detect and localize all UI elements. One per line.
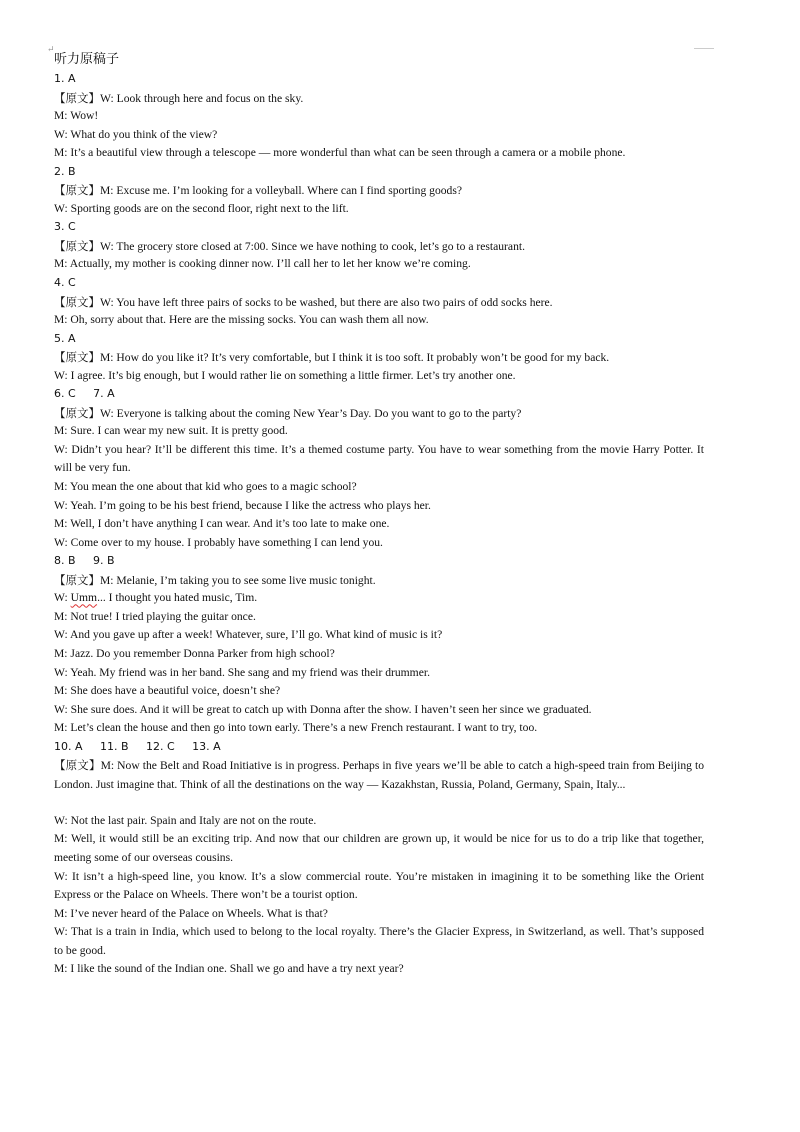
answer-text: 4. C: [54, 276, 76, 290]
original-text-line: [54, 89, 704, 108]
dialogue-line: M: Well, it would still be an exciting trip. And now that our children are grown up, it would be nice for us to do a trip like that together, meeting some of our overseas cousins.: [54, 832, 704, 864]
dialogue-line: [54, 589, 704, 608]
spellcheck-word: Umm: [70, 591, 98, 605]
dialogue-line: W: Yeah. I’m going to be his best friend, because I like the actress who plays her.: [54, 498, 431, 512]
answer-text: 1. A: [54, 72, 76, 85]
answer-key: [54, 274, 704, 293]
dialogue-line: W: She sure does. And it will be great to catch up with Donna after the show. I haven’t seen her since we graduated.: [54, 702, 592, 716]
original-text-line: [54, 348, 704, 367]
dialogue-text: W: The grocery store closed at 7:00. Since we have nothing to cook, let’s go to a restaurant.: [100, 239, 525, 253]
dialogue-line: M: You mean the one about that kid who goes to a magic school?: [54, 480, 357, 494]
answer-key: [54, 330, 704, 349]
answer-text: 6. C 7. A: [54, 387, 115, 401]
answer-key: [54, 738, 704, 757]
original-text-line: [54, 181, 704, 200]
dialogue-line: W: Sporting goods are on the second floor, right next to the lift.: [54, 201, 349, 215]
answer-text: 8. B 9. B: [54, 554, 115, 568]
dialogue-text: M: Excuse me. I’m looking for a volleyball. Where can I find sporting goods?: [100, 184, 462, 198]
original-text-label: 【原文】: [54, 294, 100, 309]
answer-text: 10. A 11. B 12. C 13. A: [54, 739, 221, 753]
dialogue-text: M: Melanie, I’m taking you to see some live music tonight.: [100, 573, 376, 587]
dialogue-line: M: Wow!: [54, 109, 99, 123]
original-text-label: 【原文】: [54, 405, 100, 420]
original-text-label: 【原文】: [54, 758, 101, 773]
dialogue-line: M: Actually, my mother is cooking dinner now. I’ll call her to let her know we’re coming.: [54, 257, 471, 271]
dialogue-text: ... I thought you hated music, Tim.: [97, 591, 258, 605]
dialogue-line: W: And you gave up after a week! Whatever, sure, I’ll go. What kind of music is it?: [54, 628, 443, 642]
paragraph-mark: ↵: [47, 44, 55, 54]
original-text-label: 【原文】: [54, 183, 100, 198]
original-text-label: 【原文】: [54, 350, 100, 365]
dialogue-line: M: Jazz. Do you remember Donna Parker from high school?: [54, 646, 335, 660]
dialogue-line: M: Well, I don’t have anything I can wear. And it’s too late to make one.: [54, 517, 390, 531]
dialogue-text: M: Now the Belt and Road Initiative is in progress. Perhaps in five years we’ll be able to catch a high-speed train from Beijing to London. Just imagine that. Think of all the destinations on the way — Kazakhstan, Russia, Poland, Germany, Spain, Italy...: [54, 759, 705, 791]
dialogue-text: M: How do you like it? It’s very comfortable, but I think it is too soft. It probably won’t be good for my back.: [100, 351, 610, 365]
original-text-line: [54, 571, 704, 590]
original-text-line: [54, 404, 704, 423]
dialogue-line: W: What do you think of the view?: [54, 127, 218, 141]
dialogue-line: W: Yeah. My friend was in her band. She sang and my friend was their drummer.: [54, 665, 430, 679]
answer-key: [54, 218, 704, 237]
dialogue-text: W: Look through here and focus on the sky.: [100, 91, 304, 105]
dialogue-line: W: That is a train in India, which used to belong to the local royalty. There’s the Glacier Express, in Switzerland, as well. That’s supposed to be good.: [54, 925, 704, 957]
speaker-prefix: W:: [54, 591, 71, 605]
dialogue-line: M: She does have a beautiful voice, doesn’t she?: [54, 684, 281, 698]
answer-text: 2. B: [54, 164, 76, 178]
header-rule: [694, 48, 714, 49]
dialogue-line: M: I’ve never heard of the Palace on Wheels. What is that?: [54, 906, 328, 920]
dialogue-text: W: Everyone is talking about the coming New Year’s Day. Do you want to go to the party?: [100, 406, 522, 420]
dialogue-line: M: Sure. I can wear my new suit. It is pretty good.: [54, 424, 288, 438]
transcript-lines: [54, 70, 704, 979]
original-text-label: 【原文】: [54, 90, 100, 105]
dialogue-line: W: I agree. It’s big enough, but I would rather lie on something a little firmer. Let’s try another one.: [54, 368, 516, 382]
answer-text: 5. A: [54, 331, 76, 345]
answer-key: [54, 163, 704, 182]
dialogue-line: W: Didn’t you hear? It’ll be different this time. It’s a themed costume party. You have to wear something from the movie Harry Potter. It will be very fun.: [54, 442, 704, 475]
original-text-label: 【原文】: [54, 572, 100, 587]
dialogue-line: M: I like the sound of the Indian one. Shall we go and have a try next year?: [54, 962, 404, 976]
dialogue-line: M: Let’s clean the house and then go into town early. There’s a new French restaurant. I want to try, too.: [54, 721, 538, 735]
dialogue-line: W: Not the last pair. Spain and Italy are not on the route.: [54, 813, 317, 827]
answer-key: [54, 552, 704, 571]
original-text-line: [54, 237, 704, 256]
original-text-label: 【原文】: [54, 238, 100, 253]
dialogue-line: W: Come over to my house. I probably have something I can lend you.: [54, 535, 383, 549]
answer-text: 3. C: [54, 220, 76, 234]
original-text-line: [54, 756, 704, 812]
document-title: 听力原稿子: [54, 52, 120, 67]
original-text-line: [54, 293, 704, 312]
dialogue-line: M: It’s a beautiful view through a telescope — more wonderful than what can be seen through a camera or a mobile phone.: [54, 146, 626, 160]
answer-key: [54, 385, 704, 404]
transcript-content: [54, 50, 704, 979]
dialogue-text: W: You have left three pairs of socks to be washed, but there are also two pairs of odd socks here.: [100, 295, 553, 309]
dialogue-line: W: It isn’t a high-speed line, you know. It’s a slow commercial route. You’re mistaken in imagining it to be something like the Orient Express or the Palace on Wheels. There won’t be a tourist option.: [54, 869, 704, 902]
dialogue-line: M: Oh, sorry about that. Here are the missing socks. You can wash them all now.: [54, 313, 429, 327]
dialogue-line: M: Not true! I tried playing the guitar once.: [54, 609, 256, 623]
answer-key: [54, 70, 704, 89]
